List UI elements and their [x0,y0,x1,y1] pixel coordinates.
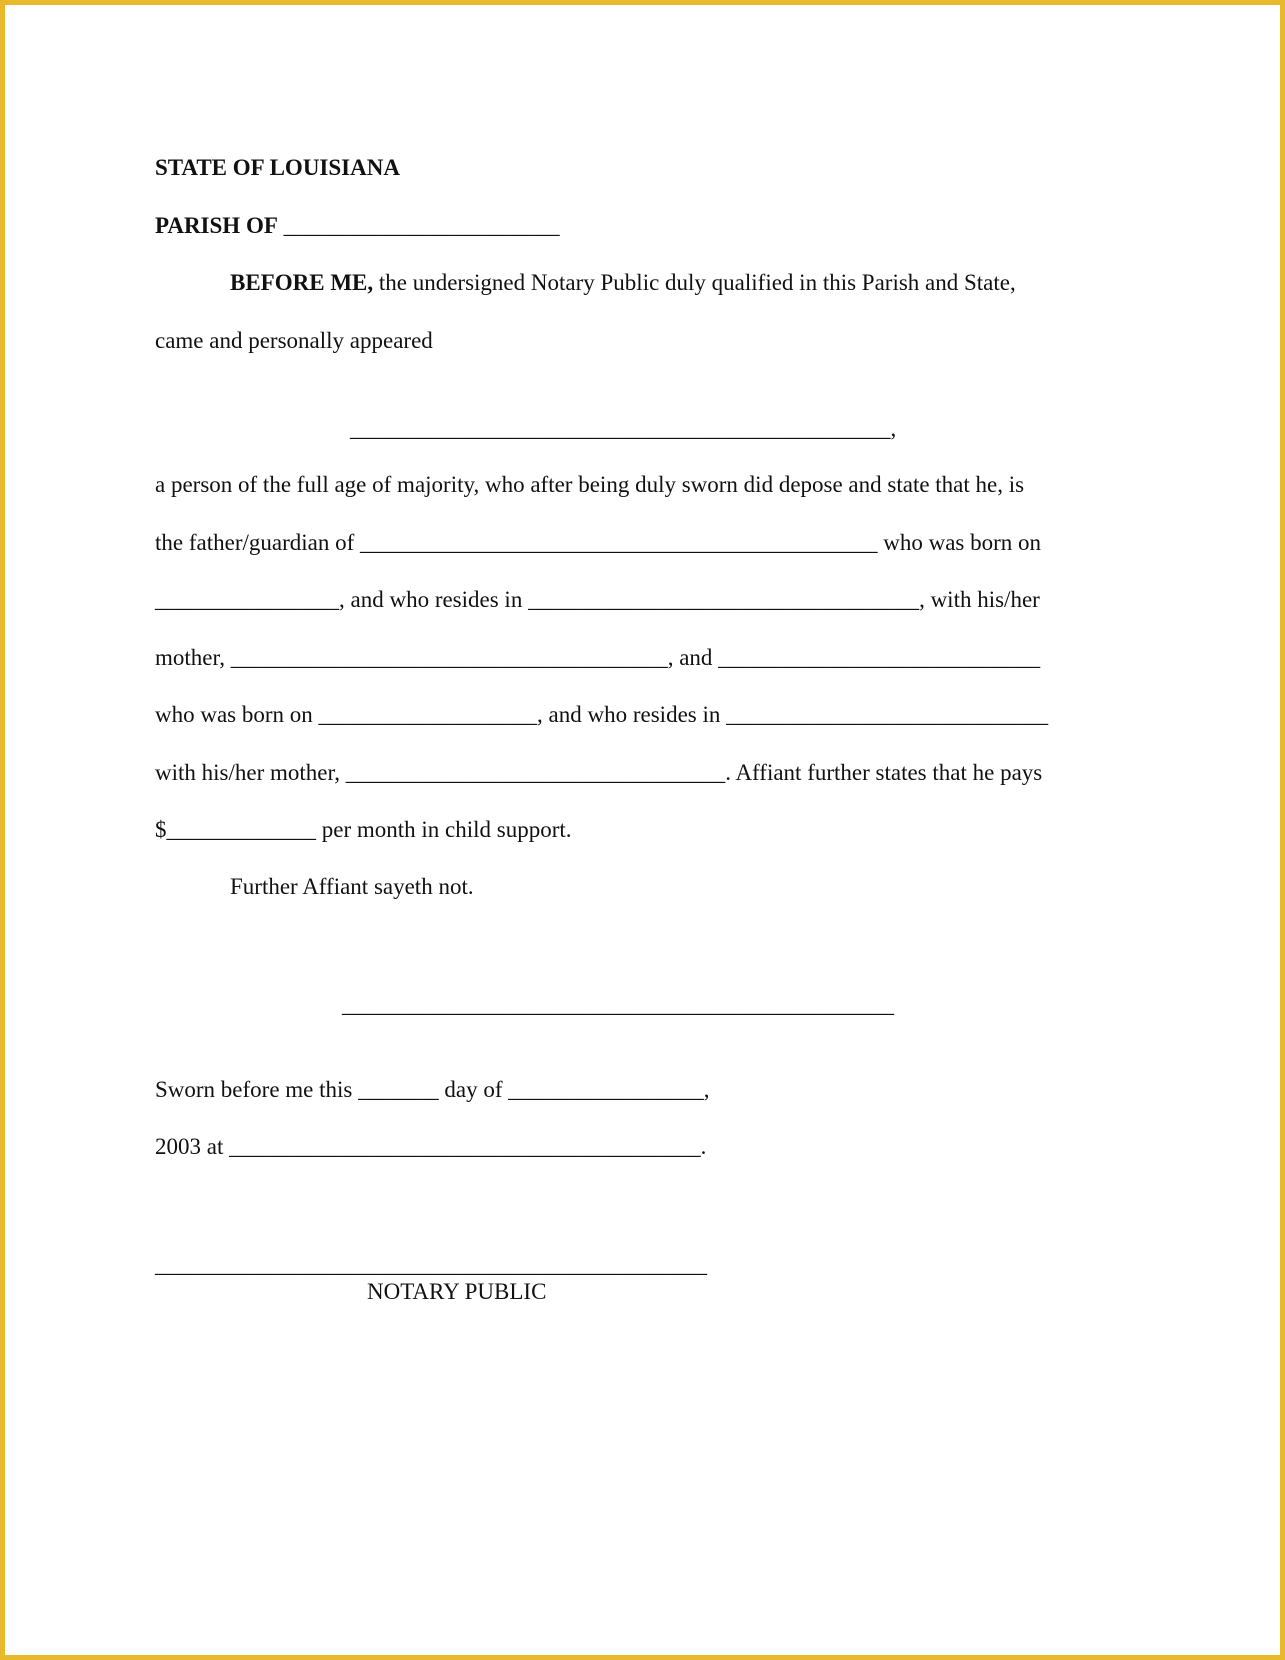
affiant-name-blank: _______________________________________________, [350,416,897,441]
parish-blank: ________________________ [283,213,560,238]
year-location-line: 2003 at _________________________________________. [155,1134,707,1159]
sworn-line: Sworn before me this _______ day of _________________, [155,1077,710,1102]
paragraph-line-5: who was born on ___________________, and who resides in ____________________________ [155,702,1049,727]
affiant-signature-blank: ________________________________________________ [342,992,894,1017]
paragraph-line-2: the father/guardian of _____________________________________________ who was born on [155,530,1042,555]
paragraph-line-4: mother, ______________________________________, and ____________________________ [155,645,1041,670]
before-me-bold: BEFORE ME, [230,270,374,295]
paragraph-line-7: $_____________ per month in child support. [155,817,572,842]
parish-label: PARISH OF [155,213,278,238]
paragraph-line-3: ________________, and who resides in __________________________________, with his/her [155,587,1040,612]
before-me-rest: the undersigned Notary Public duly qualified in this Parish and State, [373,270,1016,295]
further-affiant-line: Further Affiant sayeth not. [230,874,474,899]
notary-signature-blank: ________________________________________________ [155,1252,707,1277]
paragraph-line-1: a person of the full age of majority, who after being duly sworn did depose and state that he, is [155,472,1025,497]
parish-line [155,211,560,241]
notary-public-label: NOTARY PUBLIC [367,1279,547,1304]
state-heading: STATE OF LOUISIANA [155,155,400,180]
paragraph-line-6: with his/her mother, _________________________________. Affiant further states that he pays [155,760,1043,785]
appeared-line: came and personally appeared [155,328,433,353]
before-me-line [230,268,1016,298]
